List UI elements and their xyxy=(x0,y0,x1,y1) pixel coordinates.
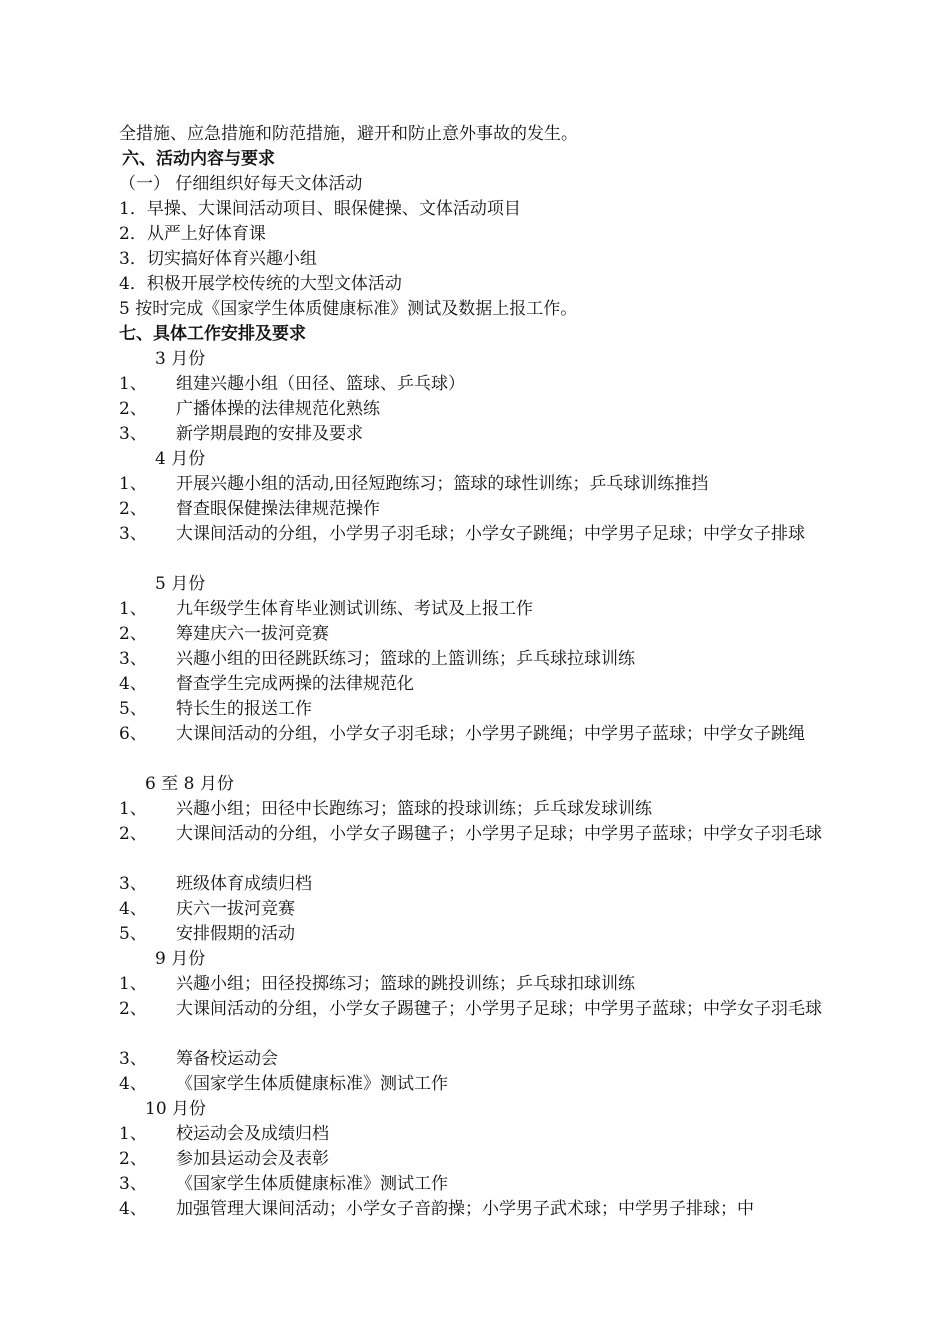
item-text: 班级体育成绩归档 xyxy=(176,874,312,894)
item-text: 兴趣小组；田径投掷练习；篮球的跳投训练；乒乓球扣球训练 xyxy=(176,974,635,994)
section-6-heading: 六、活动内容与要求 xyxy=(122,149,275,169)
section-6-item: 1．早操、大课间活动项目、眼保健操、文体活动项目 xyxy=(119,199,521,219)
item-text: 加强管理大课间活动；小学女子音韵操；小学男子武术球；中学男子排球；中 xyxy=(176,1199,754,1219)
item-text: 新学期晨跑的安排及要求 xyxy=(176,424,363,444)
item-number: 2、 xyxy=(119,824,147,844)
item-number: 2、 xyxy=(119,999,147,1019)
item-number: 5、 xyxy=(119,924,147,944)
item-text: 《国家学生体质健康标准》测试工作 xyxy=(176,1074,448,1094)
item-text: 督查学生完成两操的法律规范化 xyxy=(176,674,414,694)
month-label: 6 至 8 月份 xyxy=(145,774,234,794)
item-text: 大课间活动的分组，小学男子羽毛球；小学女子跳绳；中学男子足球；中学女子排球 xyxy=(176,524,805,544)
item-text: 庆六一拔河竞赛 xyxy=(176,899,295,919)
intro-line: 全措施、应急措施和防范措施，避开和防止意外事故的发生。 xyxy=(119,124,578,144)
item-number: 5、 xyxy=(119,699,147,719)
section-6-item: 5 按时完成《国家学生体质健康标准》测试及数据上报工作。 xyxy=(119,299,578,319)
item-text: 筹建庆六一拔河竞赛 xyxy=(176,624,329,644)
section-7-heading: 七、具体工作安排及要求 xyxy=(119,324,306,344)
item-number: 2、 xyxy=(119,399,147,419)
item-number: 4、 xyxy=(119,1074,147,1094)
item-text: 兴趣小组；田径中长跑练习；篮球的投球训练；乒乓球发球训练 xyxy=(176,799,652,819)
item-number: 1、 xyxy=(119,474,147,494)
item-text: 特长生的报送工作 xyxy=(176,699,312,719)
item-text: 组建兴趣小组（田径、篮球、乒乓球） xyxy=(176,374,465,394)
item-text: 安排假期的活动 xyxy=(176,924,295,944)
month-label: 10 月份 xyxy=(145,1099,207,1119)
item-number: 3、 xyxy=(119,524,147,544)
item-number: 3、 xyxy=(119,874,147,894)
item-number: 3、 xyxy=(119,649,147,669)
item-number: 2、 xyxy=(119,1149,147,1169)
item-number: 2、 xyxy=(119,624,147,644)
month-label: 3 月份 xyxy=(155,349,206,369)
item-text: 筹备校运动会 xyxy=(176,1049,278,1069)
item-number: 4、 xyxy=(119,674,147,694)
item-text: 督查眼保健操法律规范操作 xyxy=(176,499,380,519)
item-text: 广播体操的法律规范化熟练 xyxy=(176,399,380,419)
item-text: 大课间活动的分组，小学女子踢毽子；小学男子足球；中学男子蓝球；中学女子羽毛球 xyxy=(176,824,822,844)
item-number: 3、 xyxy=(119,424,147,444)
item-text: 大课间活动的分组，小学女子羽毛球；小学男子跳绳；中学男子蓝球；中学女子跳绳 xyxy=(176,724,805,744)
item-number: 4、 xyxy=(119,899,147,919)
item-number: 1、 xyxy=(119,974,147,994)
item-number: 3、 xyxy=(119,1174,147,1194)
section-6-subheading: （一） 仔细组织好每天文体活动 xyxy=(119,174,363,194)
section-6-item: 4．积极开展学校传统的大型文体活动 xyxy=(119,274,402,294)
item-number: 1、 xyxy=(119,374,147,394)
month-label: 4 月份 xyxy=(155,449,206,469)
item-text: 校运动会及成绩归档 xyxy=(176,1124,329,1144)
item-text: 九年级学生体育毕业测试训练、考试及上报工作 xyxy=(176,599,533,619)
item-text: 参加县运动会及表彰 xyxy=(176,1149,329,1169)
item-number: 1、 xyxy=(119,799,147,819)
item-text: 《国家学生体质健康标准》测试工作 xyxy=(176,1174,448,1194)
item-text: 大课间活动的分组，小学女子踢毽子；小学男子足球；中学男子蓝球；中学女子羽毛球 xyxy=(176,999,822,1019)
section-6-item: 2．从严上好体育课 xyxy=(119,224,266,244)
month-label: 5 月份 xyxy=(155,574,206,594)
item-number: 4、 xyxy=(119,1199,147,1219)
month-label: 9 月份 xyxy=(155,949,206,969)
item-number: 2、 xyxy=(119,499,147,519)
item-number: 1、 xyxy=(119,599,147,619)
item-number: 1、 xyxy=(119,1124,147,1144)
item-text: 兴趣小组的田径跳跃练习；篮球的上篮训练；乒乓球拉球训练 xyxy=(176,649,635,669)
item-text: 开展兴趣小组的活动,田径短跑练习；篮球的球性训练；乒乓球训练推挡 xyxy=(176,474,709,494)
item-number: 3、 xyxy=(119,1049,147,1069)
item-number: 6、 xyxy=(119,724,147,744)
section-6-item: 3．切实搞好体育兴趣小组 xyxy=(119,249,317,269)
